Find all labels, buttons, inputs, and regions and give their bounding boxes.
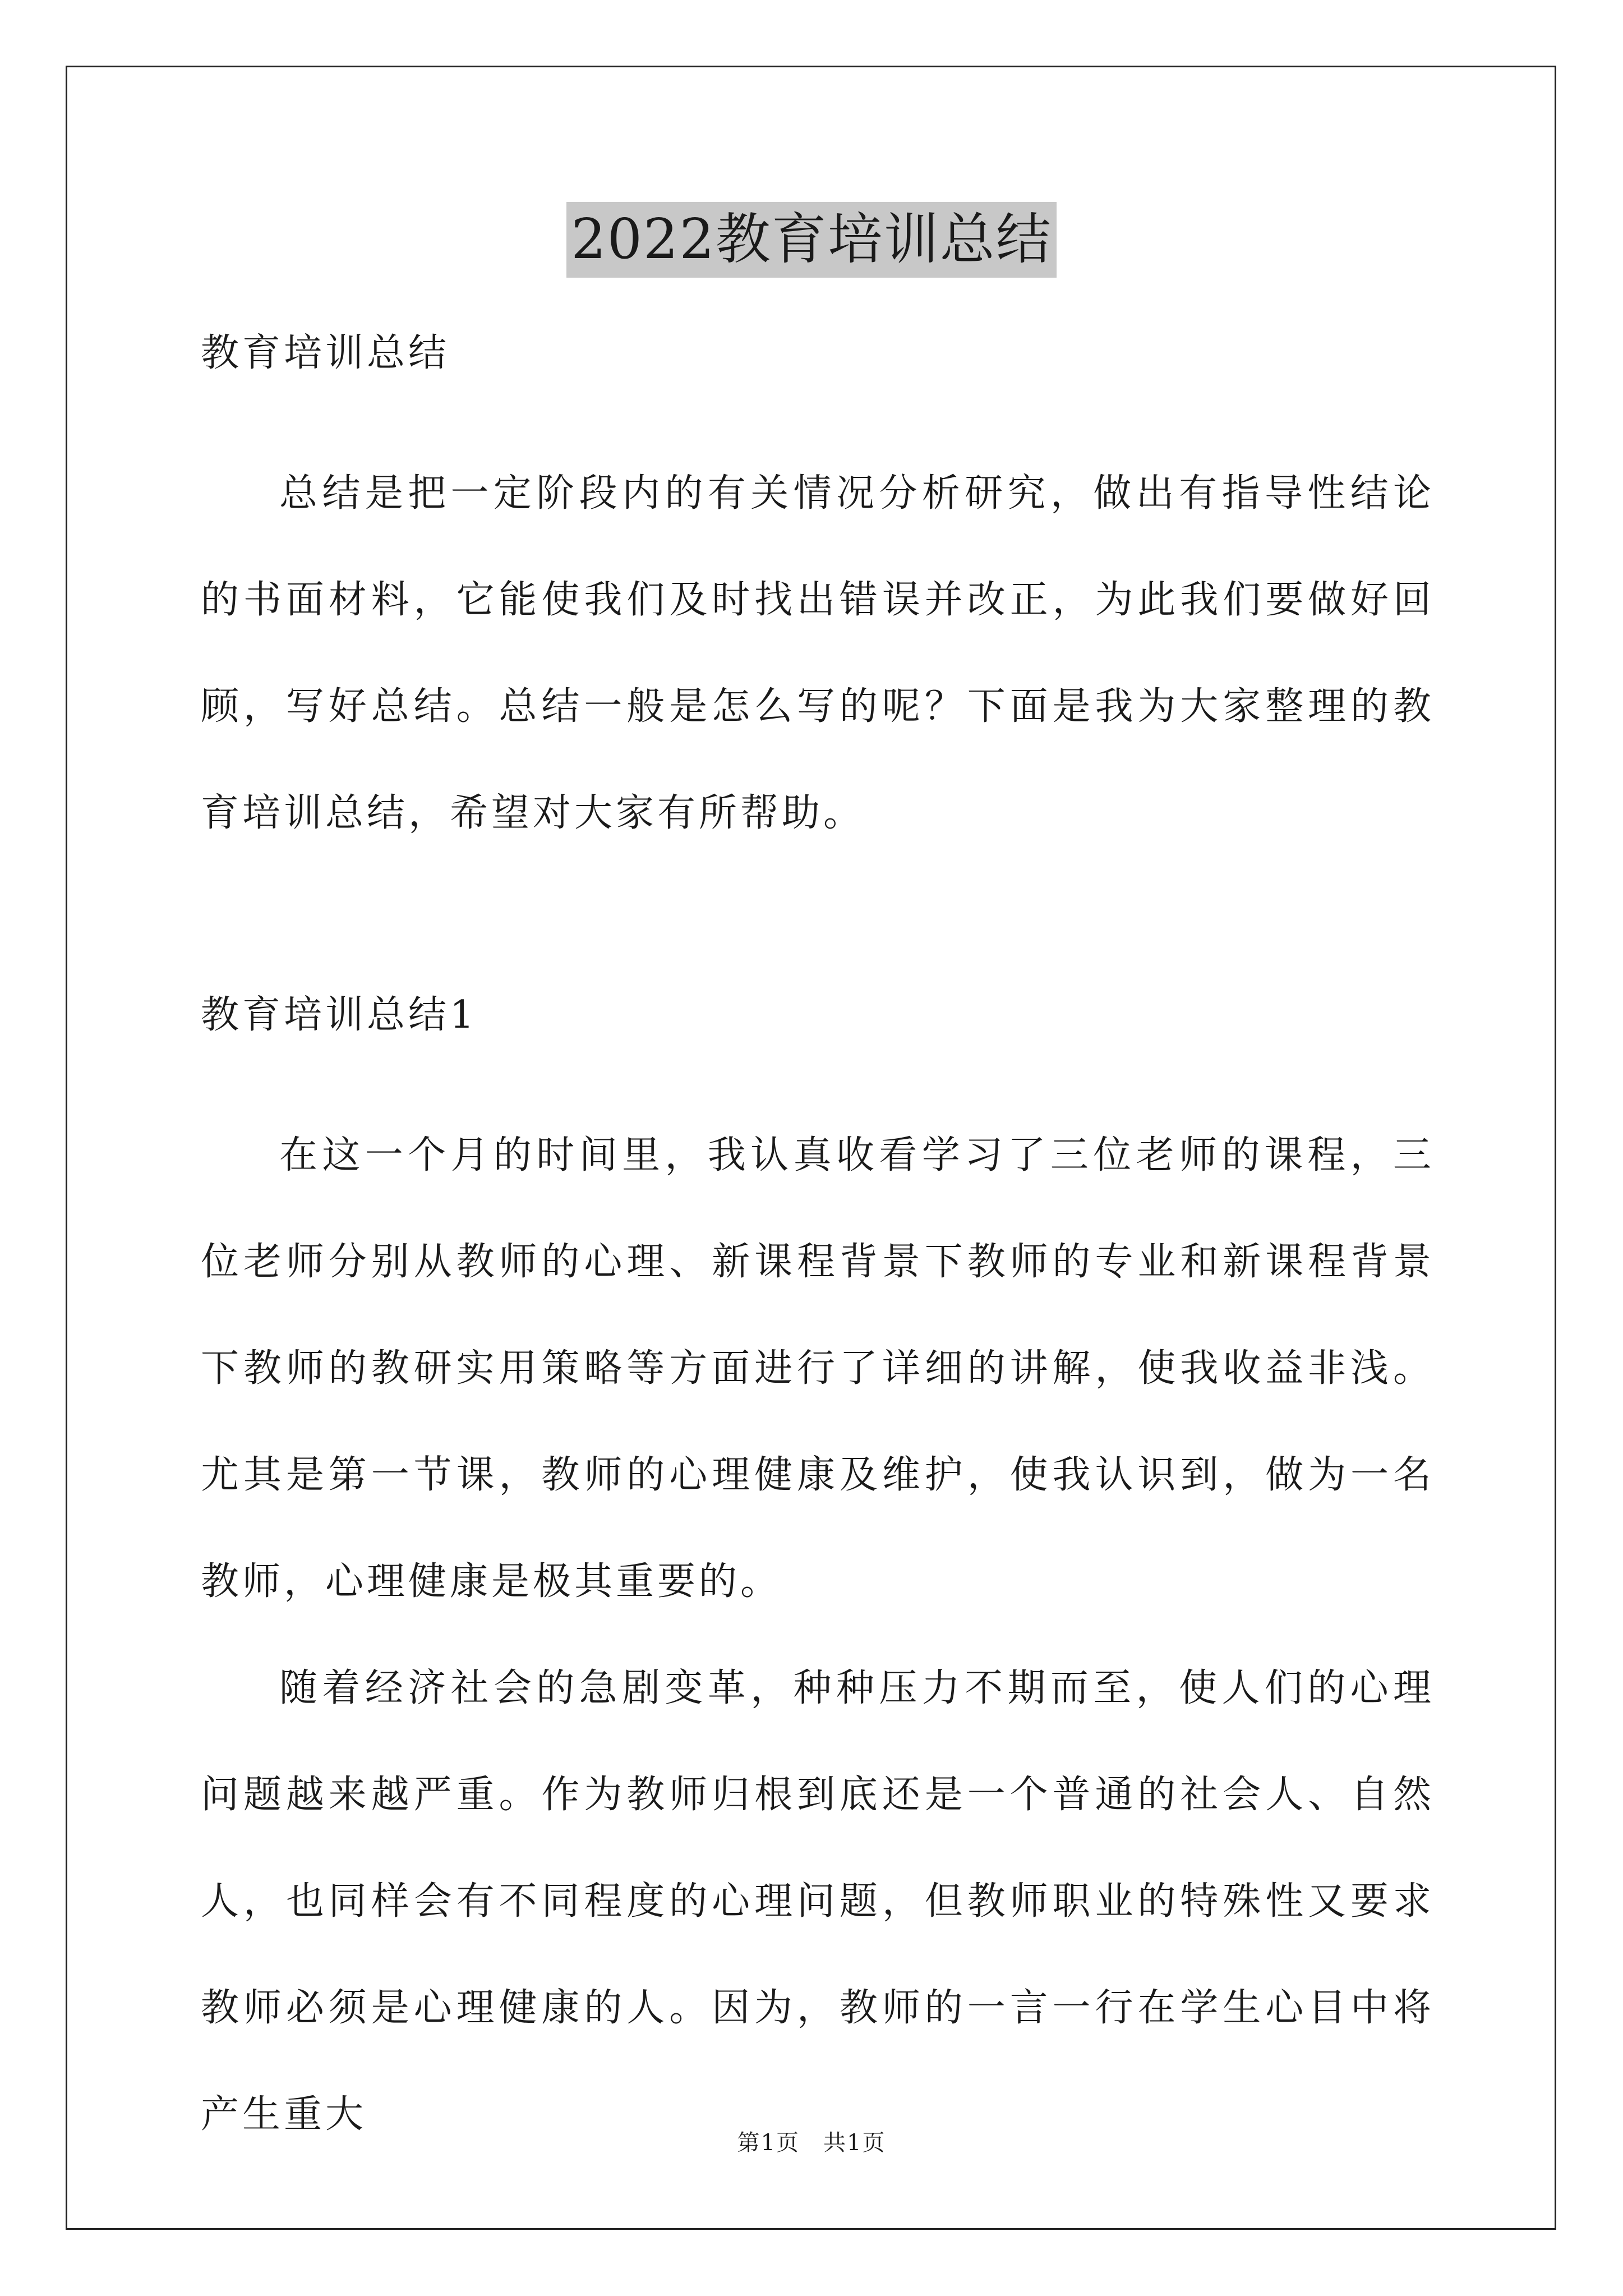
page-footer: 第1页 共1页 <box>737 2130 886 2156</box>
intro-paragraph-block <box>201 440 1435 867</box>
intro-paragraph: 总结是把一定阶段内的有关情况分析研究，做出有指导性结论的书面材料，它能使我们及时找出错误并改正，为此我们要做好回顾，写好总结。总结一般是怎么写的呢？下面是我为大家整理的教育培训总结，希望对大家有所帮助。 <box>201 471 1435 835</box>
intro-heading: 教育培训总结 <box>201 331 450 375</box>
section1-heading-block <box>201 987 1435 1043</box>
section1-paragraph-1: 在这一个月的时间里，我认真收看学习了三位老师的课程，三位老师分别从教师的心理、新课程背景下教师的专业和新课程背景下教师的教研实用策略等方面进行了详细的讲解，使我收益非浅。尤其是第一节课，教师的心理健康及维护，使我认识到，做为一名教师，心理健康是极其重要的。 <box>201 1133 1435 1604</box>
section1-heading: 教育培训总结1 <box>201 993 478 1037</box>
section1-paragraph-2: 随着经济社会的急剧变革，种种压力不期而至，使人们的心理问题越来越严重。作为教师归根到底还是一个普通的社会人、自然人，也同样会有不同程度的心理问题，但教师职业的特殊性又要求教师必须是心理健康的人。因为，教师的一言一行在学生心目中将产生重大 <box>201 1666 1435 2137</box>
title-area <box>0 202 1623 278</box>
intro-heading-block <box>201 325 1435 381</box>
section1-body <box>201 1102 1435 2168</box>
document-title: 2022教育培训总结 <box>566 202 1056 278</box>
